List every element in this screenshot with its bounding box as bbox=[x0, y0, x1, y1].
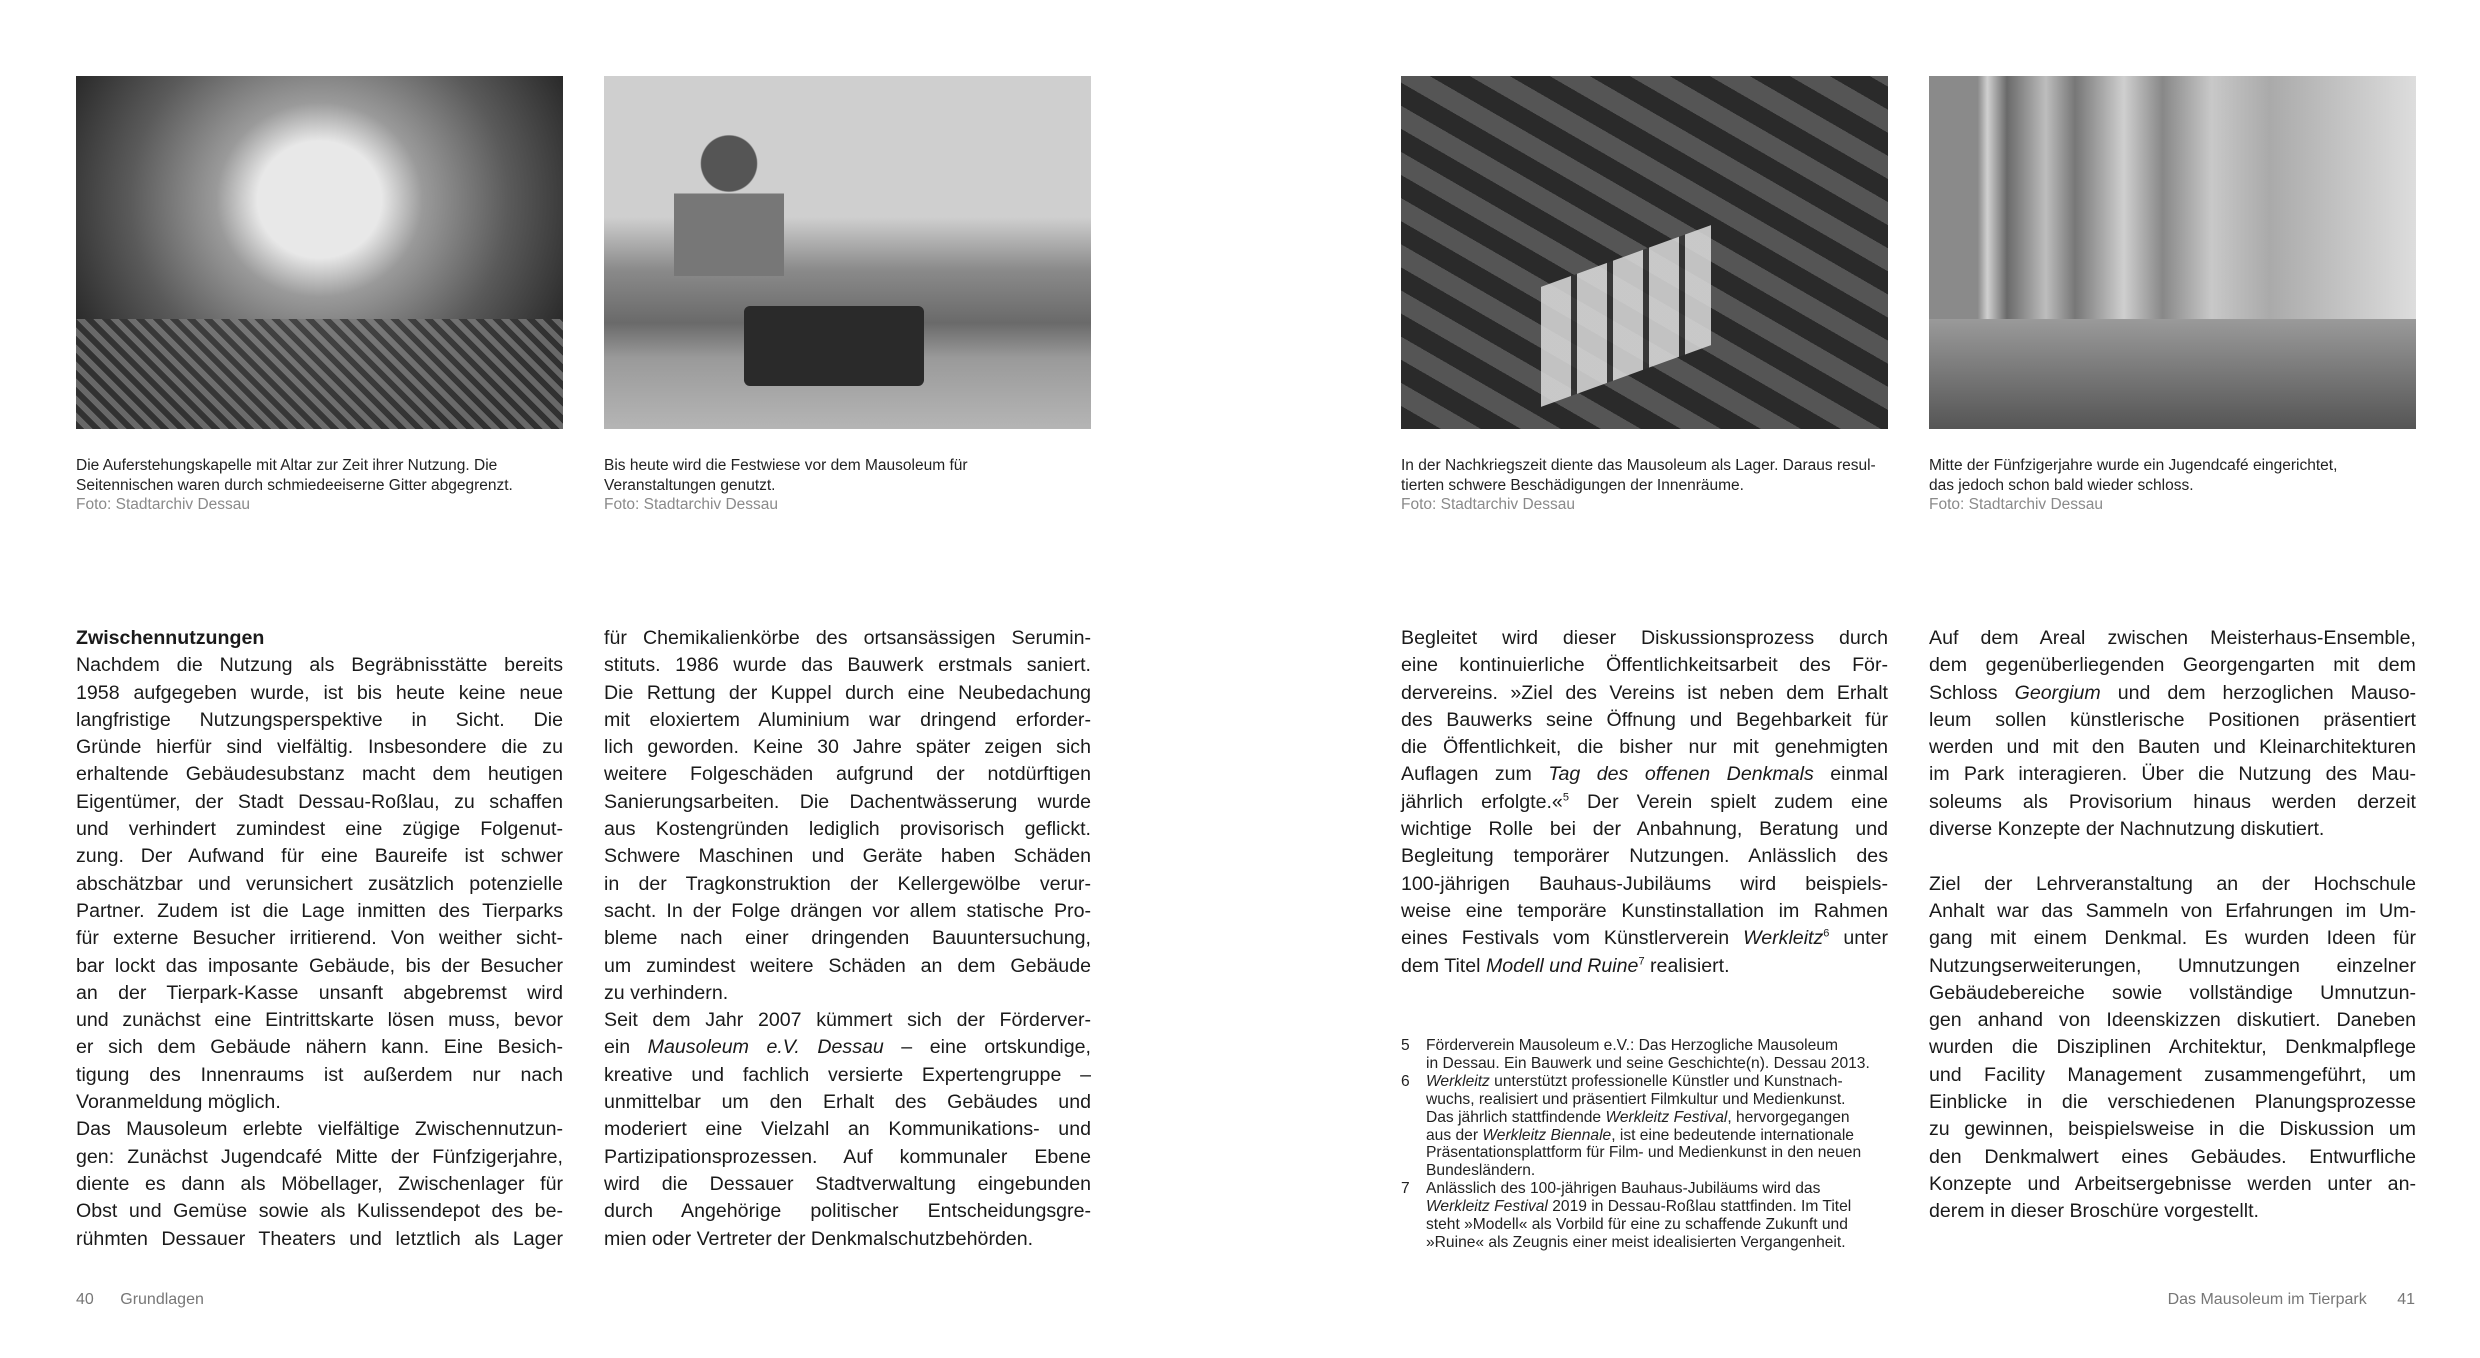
text-line: und verhindert zumindest eine zügige Folgenut- bbox=[76, 818, 563, 841]
text-line: Begleitet wird dieser Diskussionsprozess durch bbox=[1401, 627, 1888, 649]
footnote-line bbox=[1426, 1073, 1901, 1091]
paragraph bbox=[76, 1116, 563, 1252]
section-title: Grundlagen bbox=[120, 1291, 204, 1308]
text-segment: eines Festivals vom Künstlerverein bbox=[1401, 927, 1744, 950]
text-segment: Werkleitz Festival bbox=[1426, 1198, 1548, 1216]
page-number: 41 bbox=[2397, 1291, 2415, 1308]
photo-caption bbox=[604, 456, 1104, 515]
text-line: Auf dem Areal zwischen Meisterhaus-Ensemble, bbox=[1929, 627, 2416, 649]
body-column-4 bbox=[1929, 625, 2416, 1226]
footnote-ref: 6 bbox=[1823, 927, 1830, 940]
text-line: und zunächst eine Eintrittskarte lösen muss, bevor bbox=[76, 1009, 563, 1032]
text-line: Nutzungserweiterungen, Umnutzungen einzelner bbox=[1929, 954, 2416, 977]
text-line: Ziel der Lehrveranstaltung an der Hochschule bbox=[1929, 872, 2416, 895]
page-number: 40 bbox=[76, 1291, 94, 1308]
text-line: dervereins. »Ziel des Vereins ist neben dem Erhalt bbox=[1401, 681, 1888, 704]
footnote-line: Anlässlich des 100-jährigen Bauhaus-Jubiläums wird das bbox=[1426, 1180, 1821, 1198]
text-segment: , hervorgegangen bbox=[1727, 1108, 1850, 1126]
text-line: gen: Zunächst Jugendcafé Mitte der Fünfzigerjahre, bbox=[76, 1145, 563, 1168]
text-segment: Werkleitz bbox=[1426, 1072, 1490, 1090]
text-line: mit eloxiertem Aluminium war dringend erforder- bbox=[604, 708, 1091, 731]
footnote-line bbox=[1426, 1198, 1901, 1216]
text-segment: Schloss bbox=[1929, 681, 2015, 704]
footnote-line: wuchs, realisiert und präsentiert Filmkultur und Medienkunst. bbox=[1426, 1090, 1846, 1108]
text-line: Nachdem die Nutzung als Begräbnisstätte bereits bbox=[76, 654, 563, 677]
footnote-number: 6 bbox=[1401, 1072, 1410, 1090]
text-segment: Das jährlich stattfindende bbox=[1426, 1108, 1606, 1126]
text-line: leum sollen künstlerische Positionen präsentiert bbox=[1929, 708, 2416, 731]
caption-line: das jedoch schon bald wieder schloss. bbox=[1929, 476, 2194, 494]
text-line: und Facility Management zusammengeführt, um bbox=[1929, 1063, 2416, 1086]
paragraph bbox=[1401, 625, 1888, 980]
text-line: Anhalt war das Sammeln von Erfahrungen im Um- bbox=[1929, 899, 2416, 922]
text-line: eine kontinuierliche Öffentlichkeitsarbeit des För- bbox=[1401, 654, 1888, 677]
text-line: gang mit einem Denkmal. Es wurden Ideen für bbox=[1929, 927, 2416, 950]
text-line: Partizipationsprozessen. Auf kommunaler Ebene bbox=[604, 1145, 1091, 1168]
text-line: aus Kostengründen lediglich provisorisch geflickt. bbox=[604, 818, 1091, 841]
text-line: an der Tierpark-Kasse unsanft abgebremst wird bbox=[76, 981, 563, 1004]
text-segment: dem Titel bbox=[1401, 954, 1486, 977]
footnote-line bbox=[1426, 1127, 1901, 1145]
paragraph bbox=[76, 652, 563, 1116]
text-line: Voranmeldung möglich. bbox=[76, 1091, 281, 1114]
text-segment: , ist eine bedeutende internationale bbox=[1611, 1126, 1854, 1144]
text-line: rühmten Dessauer Theaters und letztlich als Lager bbox=[76, 1227, 563, 1250]
text-segment: unter bbox=[1829, 927, 1889, 950]
text-line: Begleitung temporärer Nutzungen. Anlässlich des bbox=[1401, 845, 1888, 868]
footnote-line: steht »Modell« als Vorbild für eine zu schaffende Zukunft und bbox=[1426, 1216, 1848, 1234]
text-segment: jährlich erfolgte.« bbox=[1401, 790, 1563, 813]
text-line: Einblicke in die verschiedenen Planungsprozesse bbox=[1929, 1091, 2416, 1114]
text-line: lich geworden. Keine 30 Jahre später zeigen sich bbox=[604, 736, 1091, 759]
text-line: wird die Dessauer Stadtverwaltung eingebunden bbox=[604, 1172, 1091, 1195]
text-line: er sich dem Gebäude nähern kann. Eine Besich- bbox=[76, 1036, 563, 1059]
text-line: diverse Konzepte der Nachnutzung diskutiert. bbox=[1929, 818, 2325, 841]
text-line: werden und mit den Bauten und Kleinarchitekturen bbox=[1929, 736, 2416, 759]
text-line: zu verhindern. bbox=[604, 981, 729, 1004]
text-line: in der Tragkonstruktion der Kellergewölbe verur- bbox=[604, 872, 1091, 895]
text-line: langfristige Nutzungsperspektive in Sicht. Die bbox=[76, 708, 563, 731]
text-line: diente es dann als Möbellager, Zwischenlager für bbox=[76, 1172, 563, 1195]
section-title: Das Mausoleum im Tierpark bbox=[2167, 1291, 2367, 1308]
text-segment: realisiert. bbox=[1644, 954, 1730, 977]
photo-credit: Foto: Stadtarchiv Dessau bbox=[1401, 496, 1576, 514]
text-segment: ein bbox=[604, 1036, 648, 1059]
footnote-line: Bundesländern. bbox=[1426, 1162, 1536, 1180]
footnotes bbox=[1401, 1037, 1901, 1252]
text-line: zu gewinnen, beispielsweise in die Diskussion um bbox=[1929, 1118, 2416, 1141]
paragraph bbox=[1929, 625, 2416, 843]
paragraph bbox=[604, 1007, 1091, 1253]
text-line: sacht. In der Folge drängen vor allem statische Pro- bbox=[604, 899, 1091, 922]
text-line: bar lockt das imposante Gebäude, bis der Besucher bbox=[76, 954, 563, 977]
text-segment: Tag des offenen Denkmals bbox=[1548, 763, 1814, 786]
text-line: Seit dem Jahr 2007 kümmert sich der Förderver- bbox=[604, 1009, 1091, 1032]
text-segment: Georgium bbox=[2014, 681, 2101, 704]
text-line: Schwere Maschinen und Geräte haben Schäden bbox=[604, 845, 1091, 868]
text-line: Das Mausoleum erlebte vielfältige Zwischennutzun- bbox=[76, 1118, 563, 1141]
text-line: Die Rettung der Kuppel durch eine Neubedachung bbox=[604, 681, 1091, 704]
section-heading: Zwischennutzungen bbox=[76, 627, 265, 649]
footnote-line: in Dessau. Ein Bauwerk und seine Geschichte(n). Dessau 2013. bbox=[1426, 1054, 1870, 1072]
text-line: soleums als Provisorium hinaus werden derzeit bbox=[1929, 790, 2416, 813]
photo-postwar-storage bbox=[1401, 76, 1888, 429]
footer-left bbox=[76, 1291, 204, 1309]
text-line: gen anhand von Ideenskizzen diskutiert. Daneben bbox=[1929, 1009, 2416, 1032]
text-line: mien oder Vertreter der Denkmalschutzbehörden. bbox=[604, 1227, 1034, 1250]
text-segment: Mausoleum e.V. Dessau bbox=[647, 1036, 884, 1059]
text-line: moderiert eine Vielzahl an Kommunikations- und bbox=[604, 1118, 1091, 1141]
text-line: 100-jährigen Bauhaus-Jubiläums wird beispiels- bbox=[1401, 872, 1888, 895]
footnote bbox=[1401, 1037, 1901, 1073]
text-line: für externe Besucher irritierend. Von weither sicht- bbox=[76, 927, 563, 950]
photo-festival-meadow bbox=[604, 76, 1091, 429]
text-line: Sanierungsarbeiten. Die Dachentwässerung wurde bbox=[604, 790, 1091, 813]
text-segment: einmal bbox=[1813, 763, 1888, 786]
caption-line: Veranstaltungen genutzt. bbox=[604, 476, 776, 494]
footnote-number: 7 bbox=[1401, 1180, 1410, 1198]
photo-caption bbox=[76, 456, 576, 515]
text-line: wichtige Rolle bei der Anbahnung, Beratung und bbox=[1401, 818, 1888, 841]
text-segment: Werkleitz Biennale bbox=[1482, 1126, 1612, 1144]
text-line bbox=[1401, 761, 1888, 788]
text-segment: Werkleitz bbox=[1743, 927, 1824, 950]
text-line: für Chemikalienkörbe des ortsansässigen Serumin- bbox=[604, 627, 1091, 649]
caption-line: Bis heute wird die Festwiese vor dem Mausoleum für bbox=[604, 457, 968, 474]
text-segment: – eine ortskundige, bbox=[883, 1036, 1091, 1059]
photo-youth-cafe bbox=[1929, 76, 2416, 429]
text-line bbox=[1401, 925, 1888, 952]
text-line: weise eine temporäre Kunstinstallation im Rahmen bbox=[1401, 899, 1888, 922]
text-line: stituts. 1986 wurde das Bauwerk erstmals saniert. bbox=[604, 654, 1091, 677]
text-line: abschätzbar und verunsichert zusätzlich potenzielle bbox=[76, 872, 563, 895]
photo-credit: Foto: Stadtarchiv Dessau bbox=[604, 496, 779, 514]
text-line: unmittelbar um den Erhalt des Gebäudes und bbox=[604, 1091, 1091, 1114]
text-segment: aus der bbox=[1426, 1126, 1483, 1144]
footnote-line bbox=[1426, 1109, 1901, 1127]
footnote-ref: 5 bbox=[1562, 791, 1569, 804]
text-segment: Werkleitz Festival bbox=[1605, 1108, 1728, 1126]
text-line: kreative und fachlich versierte Expertengruppe – bbox=[604, 1063, 1091, 1086]
text-line: Partner. Zudem ist die Lage inmitten des Tierparks bbox=[76, 899, 563, 922]
text-line: bleme nach einer dringenden Bauuntersuchung, bbox=[604, 927, 1091, 950]
caption-line: Die Auferstehungskapelle mit Altar zur Zeit ihrer Nutzung. Die bbox=[76, 457, 498, 474]
text-segment: 2019 in Dessau-Roßlau stattfinden. Im Titel bbox=[1547, 1198, 1852, 1216]
caption-line: Mitte der Fünfzigerjahre wurde ein Jugendcafé eingerichtet, bbox=[1929, 457, 2338, 474]
footnote-number: 5 bbox=[1401, 1037, 1410, 1054]
text-line: Obst und Gemüse sowie als Kulissendepot des be- bbox=[76, 1200, 563, 1223]
body-column-1 bbox=[76, 625, 563, 1253]
text-line: im Park interagieren. Über die Nutzung des Mau- bbox=[1929, 763, 2416, 786]
photo-credit: Foto: Stadtarchiv Dessau bbox=[76, 496, 251, 514]
body-column-3 bbox=[1401, 625, 1888, 980]
photo-caption bbox=[1401, 456, 1901, 515]
text-line: den Denkmalwert eines Gebäudes. Entwurfliche bbox=[1929, 1145, 2416, 1168]
text-line bbox=[1401, 789, 1888, 816]
photo-credit: Foto: Stadtarchiv Dessau bbox=[1929, 496, 2104, 514]
text-line: die Öffentlichkeit, die bisher nur mit genehmigten bbox=[1401, 736, 1888, 759]
caption-line: In der Nachkriegszeit diente das Mausoleum als Lager. Daraus resul- bbox=[1401, 457, 1876, 474]
footnote-line: Präsentationsplattform für Film- und Medienkunst in den neuen bbox=[1426, 1144, 1862, 1162]
text-line: 1958 aufgegeben wurde, ist bis heute keine neue bbox=[76, 681, 563, 704]
paragraph-gap bbox=[1929, 843, 2416, 870]
text-line: wurden die Disziplinen Architektur, Denkmalpflege bbox=[1929, 1036, 2416, 1059]
text-line: Gebäudebereiche sowie vollständige Umnutzun- bbox=[1929, 981, 2416, 1004]
text-line bbox=[1929, 680, 2416, 707]
caption-line: tierten schwere Beschädigungen der Innenräume. bbox=[1401, 476, 1744, 494]
footer-right bbox=[2168, 1291, 2415, 1309]
text-line: dem gegenüberliegenden Georgengarten mit dem bbox=[1929, 654, 2416, 677]
footnote-line: Förderverein Mausoleum e.V.: Das Herzogliche Mausoleum bbox=[1426, 1037, 1838, 1054]
photo-chapel-interior bbox=[76, 76, 563, 429]
text-segment: unterstützt professionelle Künstler und Kunstnach- bbox=[1489, 1072, 1843, 1090]
text-line: derem in dieser Broschüre vorgestellt. bbox=[1929, 1200, 2259, 1223]
text-line: weitere Folgeschäden aufgrund der notdürftigen bbox=[604, 763, 1091, 786]
photo-caption bbox=[1929, 456, 2429, 515]
text-line: tigung des Innenraums ist außerdem nur nach bbox=[76, 1063, 563, 1086]
body-column-2 bbox=[604, 625, 1091, 1253]
text-line: durch Angehörige politischer Entscheidungsgre- bbox=[604, 1200, 1091, 1223]
text-line: Konzepte und Arbeitsergebnisse werden unter an- bbox=[1929, 1172, 2416, 1195]
text-segment: Auflagen zum bbox=[1401, 763, 1549, 786]
text-line: zung. Der Aufwand für eine Baureife ist schwer bbox=[76, 845, 563, 868]
footnote bbox=[1401, 1180, 1901, 1252]
text-segment: und dem herzoglichen Mauso- bbox=[2100, 681, 2416, 704]
footnote-ref: 7 bbox=[1638, 955, 1645, 968]
text-segment: Modell und Ruine bbox=[1485, 954, 1639, 977]
text-line: Gründe hierfür sind vielfältig. Insbesondere die zu bbox=[76, 736, 563, 759]
footnote bbox=[1401, 1073, 1901, 1180]
text-line: erhaltende Gebäudesubstanz macht dem heutigen bbox=[76, 763, 563, 786]
text-line bbox=[604, 1034, 1091, 1061]
text-line: Eigentümer, der Stadt Dessau-Roßlau, zu schaffen bbox=[76, 790, 563, 813]
text-line: des Bauwerks seine Öffnung und Begehbarkeit für bbox=[1401, 708, 1888, 731]
text-line bbox=[1401, 953, 1888, 980]
text-line: um zumindest weitere Schäden an dem Gebäude bbox=[604, 954, 1091, 977]
caption-line: Seitennischen waren durch schmiedeeiserne Gitter abgegrenzt. bbox=[76, 476, 513, 494]
footnote-line: »Ruine« als Zeugnis einer meist idealisierten Vergangenheit. bbox=[1426, 1233, 1846, 1251]
text-segment: Der Verein spielt zudem eine bbox=[1568, 790, 1888, 813]
paragraph bbox=[1929, 871, 2416, 1226]
paragraph bbox=[604, 625, 1091, 1007]
